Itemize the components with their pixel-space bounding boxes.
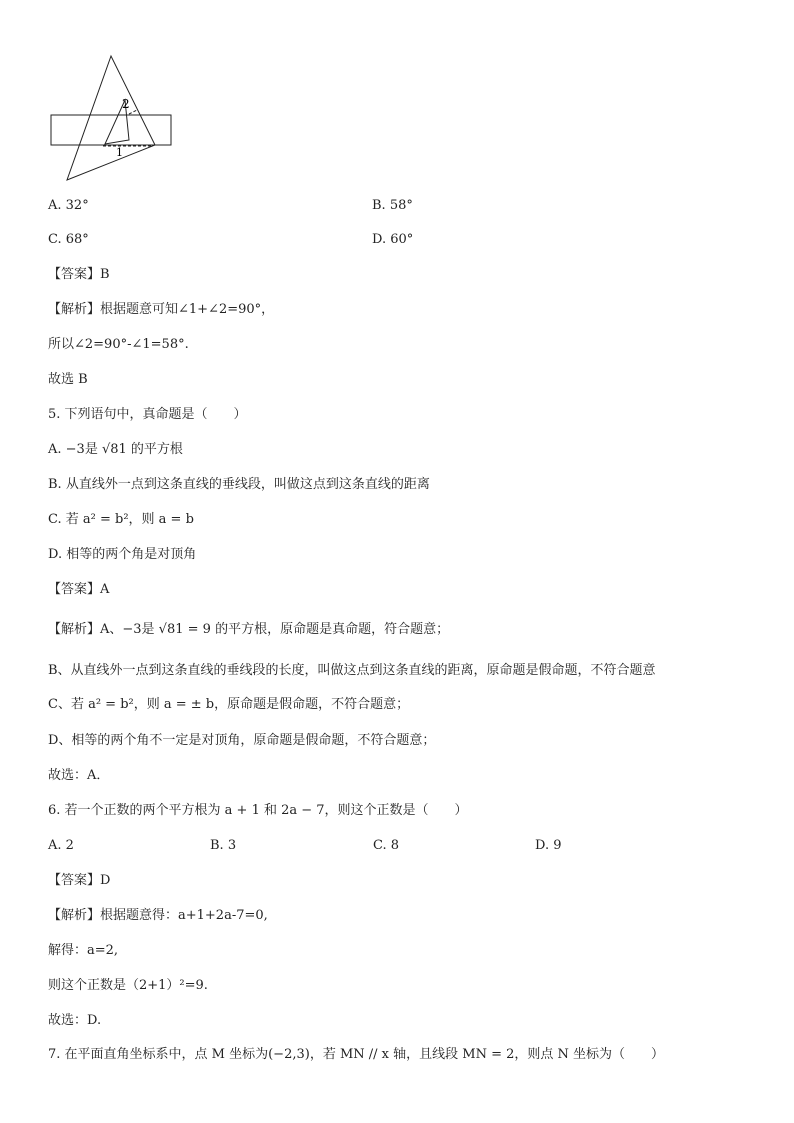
q6-answer: 【答案】D <box>48 873 111 888</box>
q6-analysis-4: 故选：D. <box>48 1013 102 1028</box>
q7-stem: 7. 在平面直角坐标系中，点 M 坐标为(−2,3)，若 MN // x 轴，且线段 MN = 2，则点 N 坐标为（ ） <box>48 1047 665 1062</box>
q5-option-a: A. −3是 √81 的平方根 <box>48 442 183 457</box>
dashed-line-top <box>129 110 137 114</box>
q4-option-c: C. 68° <box>48 232 89 247</box>
q5-analysis-2: B、从直线外一点到这条直线的垂线段的长度，叫做这点到这条直线的距离，原命题是假命题，不符合题意 <box>48 663 656 678</box>
q6-analysis-3: 则这个正数是（2+1）²=9. <box>48 978 208 993</box>
q4-option-a: A. 32° <box>48 198 89 213</box>
q5-analysis-1: 【解析】A、−3是 √81 = 9 的平方根，原命题是真命题，符合题意； <box>48 622 450 637</box>
q5-analysis-3: C、若 a² = b²，则 a = ± b，原命题是假命题，不符合题意； <box>48 697 410 712</box>
q5-analysis-4: D、相等的两个角不一定是对顶角，原命题是假命题，不符合题意； <box>48 733 436 748</box>
q4-analysis-2: 所以∠2=90°-∠1=58°. <box>48 337 189 352</box>
q6-option-a: A. 2 <box>48 838 74 853</box>
angle-label-2: 2 <box>122 97 130 111</box>
q4-analysis-1: 【解析】根据题意可知∠1+∠2=90°， <box>48 302 275 317</box>
q5-option-b: B. 从直线外一点到这条直线的垂线段，叫做这点到这条直线的距离 <box>48 477 430 492</box>
q5-answer: 【答案】A <box>48 582 110 597</box>
q5-option-d: D. 相等的两个角是对顶角 <box>48 547 197 562</box>
q6-option-c: C. 8 <box>373 838 400 853</box>
q6-stem: 6. 若一个正数的两个平方根为 a + 1 和 2a − 7，则这个正数是（ ） <box>48 803 468 818</box>
q6-option-b: B. 3 <box>210 838 237 853</box>
q6-option-d: D. 9 <box>535 838 562 853</box>
q4-option-b: B. 58° <box>372 198 413 213</box>
q6-analysis-1: 【解析】根据题意得：a+1+2a-7=0, <box>48 908 268 923</box>
q4-analysis-3: 故选 B <box>48 372 88 387</box>
q4-answer: 【答案】B <box>48 267 110 282</box>
outer-triangle <box>67 56 155 180</box>
q6-analysis-2: 解得：a=2, <box>48 943 119 958</box>
q5-stem: 5. 下列语句中，真命题是（ ） <box>48 407 247 422</box>
q5-analysis-5: 故选：A． <box>48 768 110 783</box>
angle-label-1: 1 <box>116 146 123 159</box>
q4-option-d: D. 60° <box>372 232 414 247</box>
q5-option-c: C. 若 a² = b²，则 a = b <box>48 512 194 527</box>
geometry-figure <box>45 50 185 190</box>
